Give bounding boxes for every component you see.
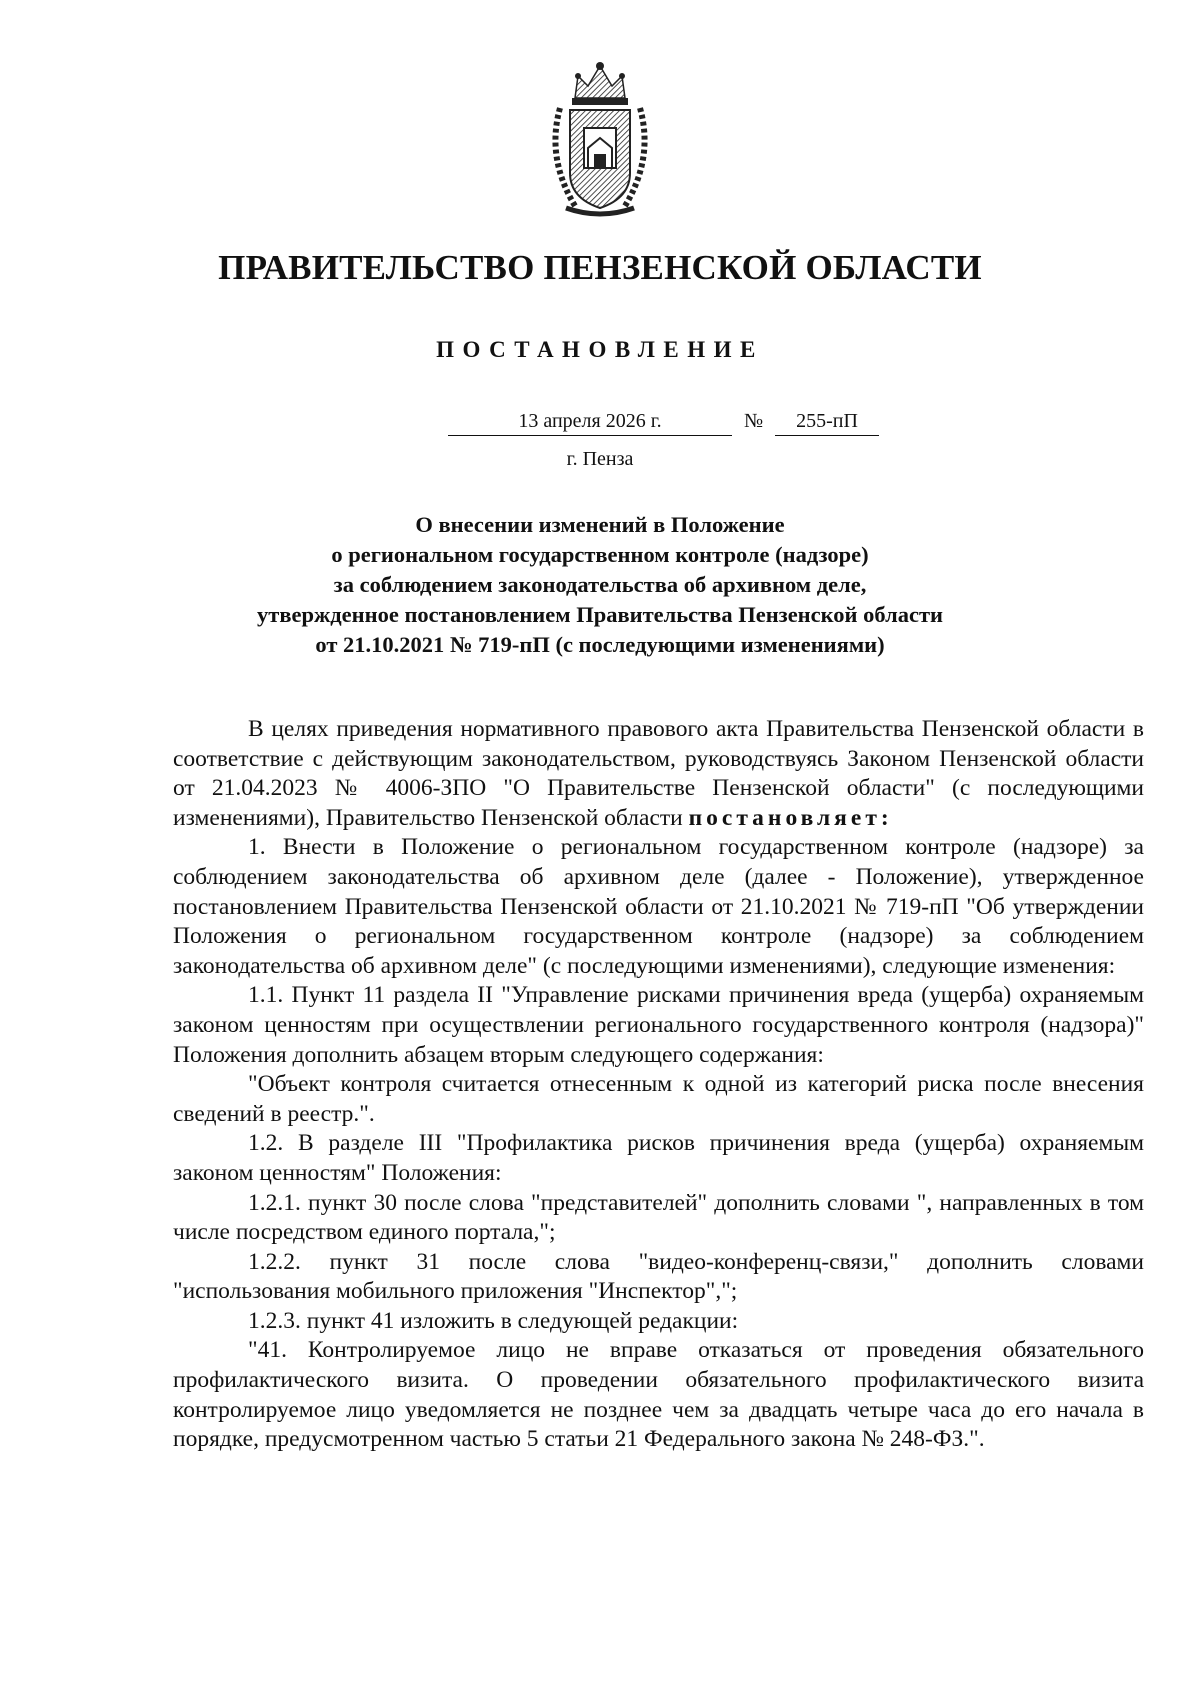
subject-line: за соблюдением законодательства об архивном деле, xyxy=(333,572,867,597)
subject-line: от 21.10.2021 № 719-пП (с последующими изменениями) xyxy=(315,632,885,657)
paragraph-1-2-1: 1.2.1. пункт 30 после слова "представителей" дополнить словами ", направленных в том числе посредством единого портала,"; xyxy=(173,1189,1144,1246)
paragraph-quote-41: "41. Контролируемое лицо не вправе отказаться от проведения обязательного профилактического визита. О проведении обязательного профилактического визита контролируемое лицо уведомляется не позднее чем за двадцать четыре часа до его начала в порядке, предусмотренном частью 5 статьи 21 Федерального закона № 248-ФЗ.". xyxy=(173,1337,1144,1453)
decree-word: постановляет: xyxy=(688,804,893,831)
document-date: 13 апреля 2026 г. xyxy=(448,410,732,436)
subject-line: утвержденное постановлением Правительства Пензенской области xyxy=(257,602,943,627)
government-title: ПРАВИТЕЛЬСТВО ПЕНЗЕНСКОЙ ОБЛАСТИ xyxy=(218,248,982,287)
paragraph-1: 1. Внести в Положение о региональном государственном контроле (надзоре) за соблюдением законодательства об архивном деле (далее - Положение), утвержденное постановлением Правительства Пензенской области от 21.10.2021 № 719-пП "Об утверждении Положения о региональном государственном контроле (надзоре) за соблюдением законодательства об архивном деле" (с последующими изменениями), следующие изменения: xyxy=(173,834,1144,979)
document-type: ПОСТАНОВЛЕНИЕ xyxy=(436,337,764,362)
paragraph-preamble xyxy=(173,715,1144,833)
subject-line: О внесении изменений в Положение xyxy=(415,512,785,537)
city: г. Пенза xyxy=(566,448,634,470)
number-sign: № xyxy=(744,410,764,432)
paragraph-quote-1: "Объект контроля считается отнесенным к одной из категорий риска после внесения сведений в реестр.". xyxy=(173,1071,1144,1127)
subject-line: о региональном государственном контроле (надзоре) xyxy=(331,542,869,567)
preamble-text: В целях приведения нормативного правового акта Правительства Пензенской области в соответствие с действующим законодательством, руководствуясь Законом Пензенской области от 21.04.2023 № 4006-ЗПО "О Правительстве Пензенской области" (с последующими изменениями), Правительство Пензенской области xyxy=(173,716,1144,831)
paragraph-1-1: 1.1. Пункт 11 раздела II "Управление рисками причинения вреда (ущерба) охраняемым законом ценностям при осуществлении регионального государственного контроля (надзора)" Положения дополнить абзацем вторым следующего содержания: xyxy=(173,982,1144,1068)
document-subject xyxy=(150,510,1050,660)
document-number: 255-пП xyxy=(775,410,879,436)
coat-of-arms-emblem xyxy=(530,58,670,218)
document-body xyxy=(173,715,1144,1455)
paragraph-1-2-2: 1.2.2. пункт 31 после слова "видео-конференц-связи," дополнить словами "использования мобильного приложения "Инспектор","; xyxy=(173,1248,1144,1305)
paragraph-1-2: 1.2. В разделе III "Профилактика рисков причинения вреда (ущерба) охраняемым законом ценностям" Положения: xyxy=(173,1130,1144,1186)
paragraph-1-2-3: 1.2.3. пункт 41 изложить в следующей редакции: xyxy=(248,1307,739,1334)
